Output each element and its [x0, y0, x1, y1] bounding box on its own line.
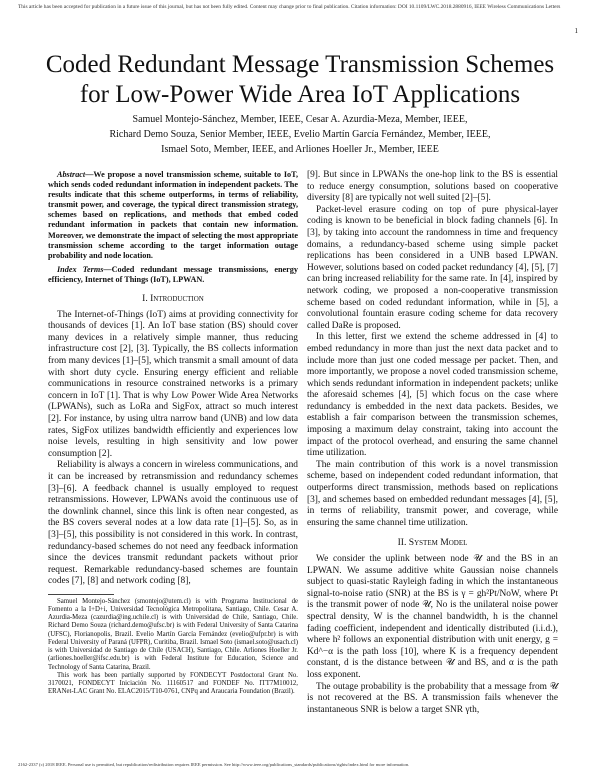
intro-paragraph: Reliability is always a concern in wireless communications, and it can be increased by retransmission and redundancy schemes [3]–[6]. A feedback channel is usually employed to request retransmissions. However, LPWANs avoid the continuous use of the downlink channel, since this link is often near congested, as the BS covers several nodes at a low data rate [1]–[5]. So, as in [3]–[5], this possibility is not considered in this work. In contrast, redundancy-based schemes do not need any feedback information since the devices transmit redundant packets without prior request. Remarkable redundancy-based schemes are fountain codes [7], [8] and network coding [8],: [48, 460, 298, 587]
funding-footnote: This work has been partially supported by FONDECYT Postdoctoral Grant No. 3170021, FONDECYT Iniciación No. 11160517 and FONDEF No. ITT7M10012, ERANet-LAC Grant No. ELAC2015/T10-0761, CNPq and Araucaria Foundation (Brazil).: [48, 671, 298, 696]
author-affiliations-footnote: Samuel Montejo-Sánchez (smontejo@utem.cl) is with Programa Institucional de Fomento a la I+D+i, Universidad Tecnológica Metropolitana, Santiago, Chile. Cesar A. Azurdia-Meza (cazurdia@ing.uchile.cl) is with Universidad de Chile, Santiago, Chile. Richard Demo Souza (richard.demo@ufsc.br) is with Federal University of Santa Catarina (UFSC), Florianopolis, Brazil. Evelio Martín García Fernández (evelio@ufpr.br) is with Federal University of Paraná (UFPR), Curitiba, Brazil. Ismael Soto (ismael.soto@usach.cl) is with Universidad de Santiago de Chile (USACH), Santiago, Chile. Arliones Hoeller Jr. (arliones.hoeller@ifsc.edu.br) is with Federal Institute for Education, Science and Technology of Santa Catarina, Brazil.: [48, 597, 298, 671]
accepted-article-notice: This article has been accepted for publication in a future issue of this journal, but has not been fully edited. Content may change prior to final publication. Citation information: DOI 10.1109/LWC.2018.2880916, IEEE Wireless Communications Letters: [18, 4, 561, 10]
index-terms-label: Index Terms: [57, 264, 104, 274]
author-list: [40, 112, 560, 157]
copyright-footer: 2162-2337 (c) 2018 IEEE. Personal use is permitted, but republication/redistribution requires IEEE permission. See http://www.ieee.org/publications_standards/publications/rights/index.html for more information.: [18, 762, 410, 767]
footnote-divider: [48, 594, 114, 595]
body-paragraph: In this letter, first we extend the scheme addressed in [4] to embed redundancy in more than just the next data packet and to include more than just one coded message per packet. Then, and more importantly, we propose a novel coded transmission scheme, which sends redundant information in independent packets; unlike the aforesaid schemes [4], [5] which focus on the case where redundancy is embedded in the next data packets. Besides, we establish a fair comparison between the transmission schemes, imposing a maximum delay constraint, taking into account the impact of the protocol overhead, and ensuring the same channel time utilization.: [307, 332, 558, 459]
section-heading-introduction: I. Introduction: [142, 293, 204, 305]
author-line: Ismael Soto, Member, IEEE, and Arliones Hoeller Jr., Member, IEEE: [161, 144, 439, 155]
section-heading-system-model: II. System Model: [397, 537, 468, 549]
system-model-paragraph: The outage probability is the probability that a message from 𝒰 is not recovered at the BS. A transmission fails whenever the instantaneous SNR is below a target SNR γth,: [307, 681, 558, 715]
abstract-text: —We propose a novel transmission scheme, suitable to IoT, which sends coded redundant information in independent packets. The results indicate that this scheme outperforms, in terms of reliability, transmit power, and coverage, the typical direct transmission strategy, schemes based on replications, and methods that embed coded redundant information in packets that contain new information. Moreover, we demonstrate the impact of selecting the most appropriate transmission scheme according to the target information outage probability and node location.: [48, 170, 298, 260]
intro-paragraph: The Internet-of-Things (IoT) aims at providing connectivity for thousands of devices [1]. An IoT base station (BS) should cover many devices in a relatively simple manner, thus reducing infrastructure cost [2], [3]. Typically, the BS collects information from many devices [1]–[5], which transmit a small amount of data with short duty cycle. Ensuring energy efficient and reliable communications in resource constrained networks is a primary concern in IoT [1]. That is why Low Power Wide Area Networks (LPWANs), such as LoRa and SigFox, attract so much interest [2]. For instance, by using ultra narrow band (UNB) and low data rates, SigFox utilizes bandwidth efficiently and experiences low noise levels, resulting in high sensitivity and low power consumption [2].: [48, 309, 298, 459]
abstract: [48, 170, 298, 261]
index-terms-text: —Coded redundant message transmissions, energy efficiency, Internet of Things (IoT), LPWAN.: [48, 264, 298, 284]
author-line: Samuel Montejo-Sánchez, Member, IEEE, Cesar A. Azurdia-Meza, Member, IEEE,: [132, 114, 468, 125]
page-number: 1: [574, 27, 578, 35]
abstract-label: Abstract: [57, 170, 86, 179]
left-column: [48, 170, 298, 696]
system-model-paragraph: We consider the uplink between node 𝒰 and the BS in an LPWAN. We assume additive white Gaussian noise channels subject to quasi-static Rayleigh fading in which the instantaneous signal-to-noise ratio (SNR) at the BS is γ = gh²Pt/NoW, where Pt is the transmit power of node 𝒰, No is the unilateral noise power spectral density, W is the channel bandwidth, h is the channel fading coefficient, independent and identically distributed (i.i.d.), where h² follows an exponential distribution with unit energy, g = Kd^−α is the path loss [10], where K is a frequency dependent constant, d is the distance between 𝒰 and BS, and α is the path loss exponent.: [307, 554, 558, 680]
right-column: [307, 170, 558, 716]
author-line: Richard Demo Souza, Senior Member, IEEE, Evelio Martín García Fernández, Member, IEEE,: [109, 129, 491, 140]
index-terms: [48, 265, 298, 285]
body-paragraph: Packet-level erasure coding on top of pure physical-layer coding is known to be beneficial in block fading channels [6]. In [3], by taking into account the randomness in time and frequency domains, a redundancy-based scheme using simple packet replications has been considered in a UNB based LPWAN. However, solutions based on coded packet redundancy [4], [5], [7] can bring increased reliability for the same rate. In [4], inspired by network coding, we proposed a non-cooperative transmission scheme based on coded redundant information, while in [5], a convolutional fountain erasure coding scheme for data recovery called DaRe is proposed.: [307, 204, 558, 331]
paper-title: Coded Redundant Message Transmission Schemes for Low-Power Wide Area IoT Applications: [45, 51, 555, 108]
body-paragraph: [9]. But since in LPWANs the one-hop link to the BS is essential to reduce energy consumption, solutions based on cooperative diversity [8] are typically not well suited [2]–[5].: [307, 170, 558, 204]
body-paragraph: The main contribution of this work is a novel transmission scheme, based on independent coded redundant information, that outperforms direct transmission, methods based on replications [3], and schemes based on embedded redundant messages [4], [5], in terms of reliability, transmit power, and coverage, while ensuring the same channel time utilization.: [307, 459, 558, 528]
